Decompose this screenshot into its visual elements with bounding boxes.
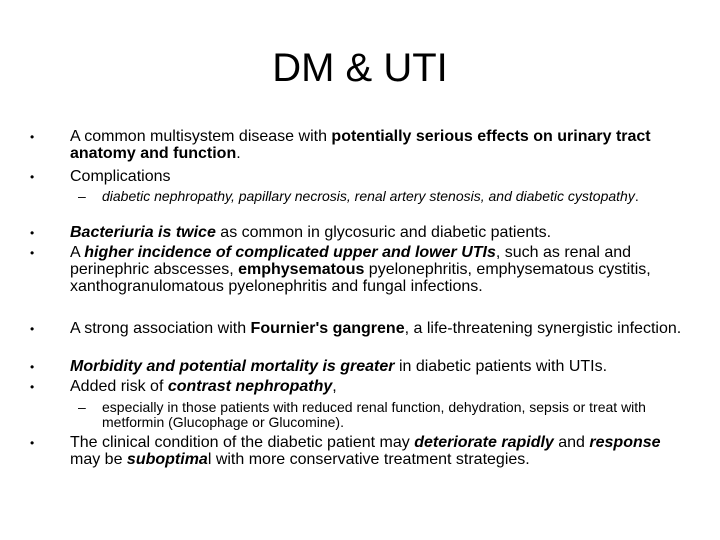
text-run: l with more conservative treatment strategies. [207, 451, 530, 469]
text-run: as common in glycosuric and diabetic patients. [215, 224, 552, 241]
bullet-marker: • [30, 380, 35, 394]
bullet-text [70, 358, 685, 375]
text-run: may be [70, 451, 127, 469]
text-run: potentially serious effects on urinary tract anatomy and function [70, 128, 651, 163]
text-run: , [332, 378, 337, 395]
text-run: . [236, 145, 241, 163]
text-run: A [70, 244, 85, 261]
text-run: Added risk of [70, 378, 168, 395]
text-run: The clinical condition of the diabetic patient may [70, 434, 415, 451]
text-run: Bacteriuria is twice [70, 224, 216, 241]
bullet-text [102, 400, 672, 429]
text-run: in diabetic patients with UTIs. [394, 358, 608, 375]
text-run: . [634, 188, 639, 204]
text-run: , such as renal and perinephric abscesses, [70, 244, 632, 279]
bullet-marker: • [30, 360, 35, 374]
text-run: and [553, 434, 590, 451]
bullet-text [70, 244, 685, 296]
text-run: Fournier's gangrene [250, 320, 405, 337]
bullet-marker: • [30, 322, 35, 336]
text-run: suboptima [126, 451, 208, 469]
bullet-marker: • [30, 436, 35, 450]
text-run: response [589, 434, 661, 451]
slide-title: DM & UTI [272, 46, 448, 90]
text-run: deteriorate rapidly [414, 434, 554, 451]
text-run: emphysematous [238, 261, 365, 279]
bullet-text [70, 320, 685, 337]
text-run: A strong association with [70, 320, 251, 337]
text-run: A common multisystem disease with [70, 128, 332, 145]
text-run: higher incidence of complicated upper and lower UTIs [84, 244, 496, 261]
bullet-marker: • [30, 130, 35, 144]
text-run: pyelonephritis, emphysematous cystitis, xanthogranulomatous pyelonephritis and fungal infections. [70, 261, 651, 296]
text-run: Morbidity and potential mortality is greater [70, 358, 395, 375]
bullet-text [70, 224, 685, 241]
bullet-marker: • [30, 226, 35, 240]
bullet-marker: • [30, 170, 35, 184]
text-run: , a life-threatening synergistic infection. [404, 320, 682, 337]
dash-marker: – [78, 188, 86, 204]
dash-marker: – [78, 399, 86, 415]
bullet-marker: • [30, 246, 35, 260]
bullet-text [70, 168, 685, 185]
text-run: especially in those patients with reduced renal function, dehydration, sepsis or treat with metformin (Glucophage or Glucomine). [102, 399, 646, 430]
bullet-text [70, 378, 685, 395]
text-run: contrast nephropathy [167, 378, 333, 395]
bullet-text [70, 434, 685, 468]
bullet-text [70, 128, 685, 162]
text-run: diabetic nephropathy, papillary necrosis, renal artery stenosis, and diabetic cystopathy [102, 188, 635, 204]
text-run: Complications [70, 168, 171, 185]
bullet-text [102, 189, 672, 204]
